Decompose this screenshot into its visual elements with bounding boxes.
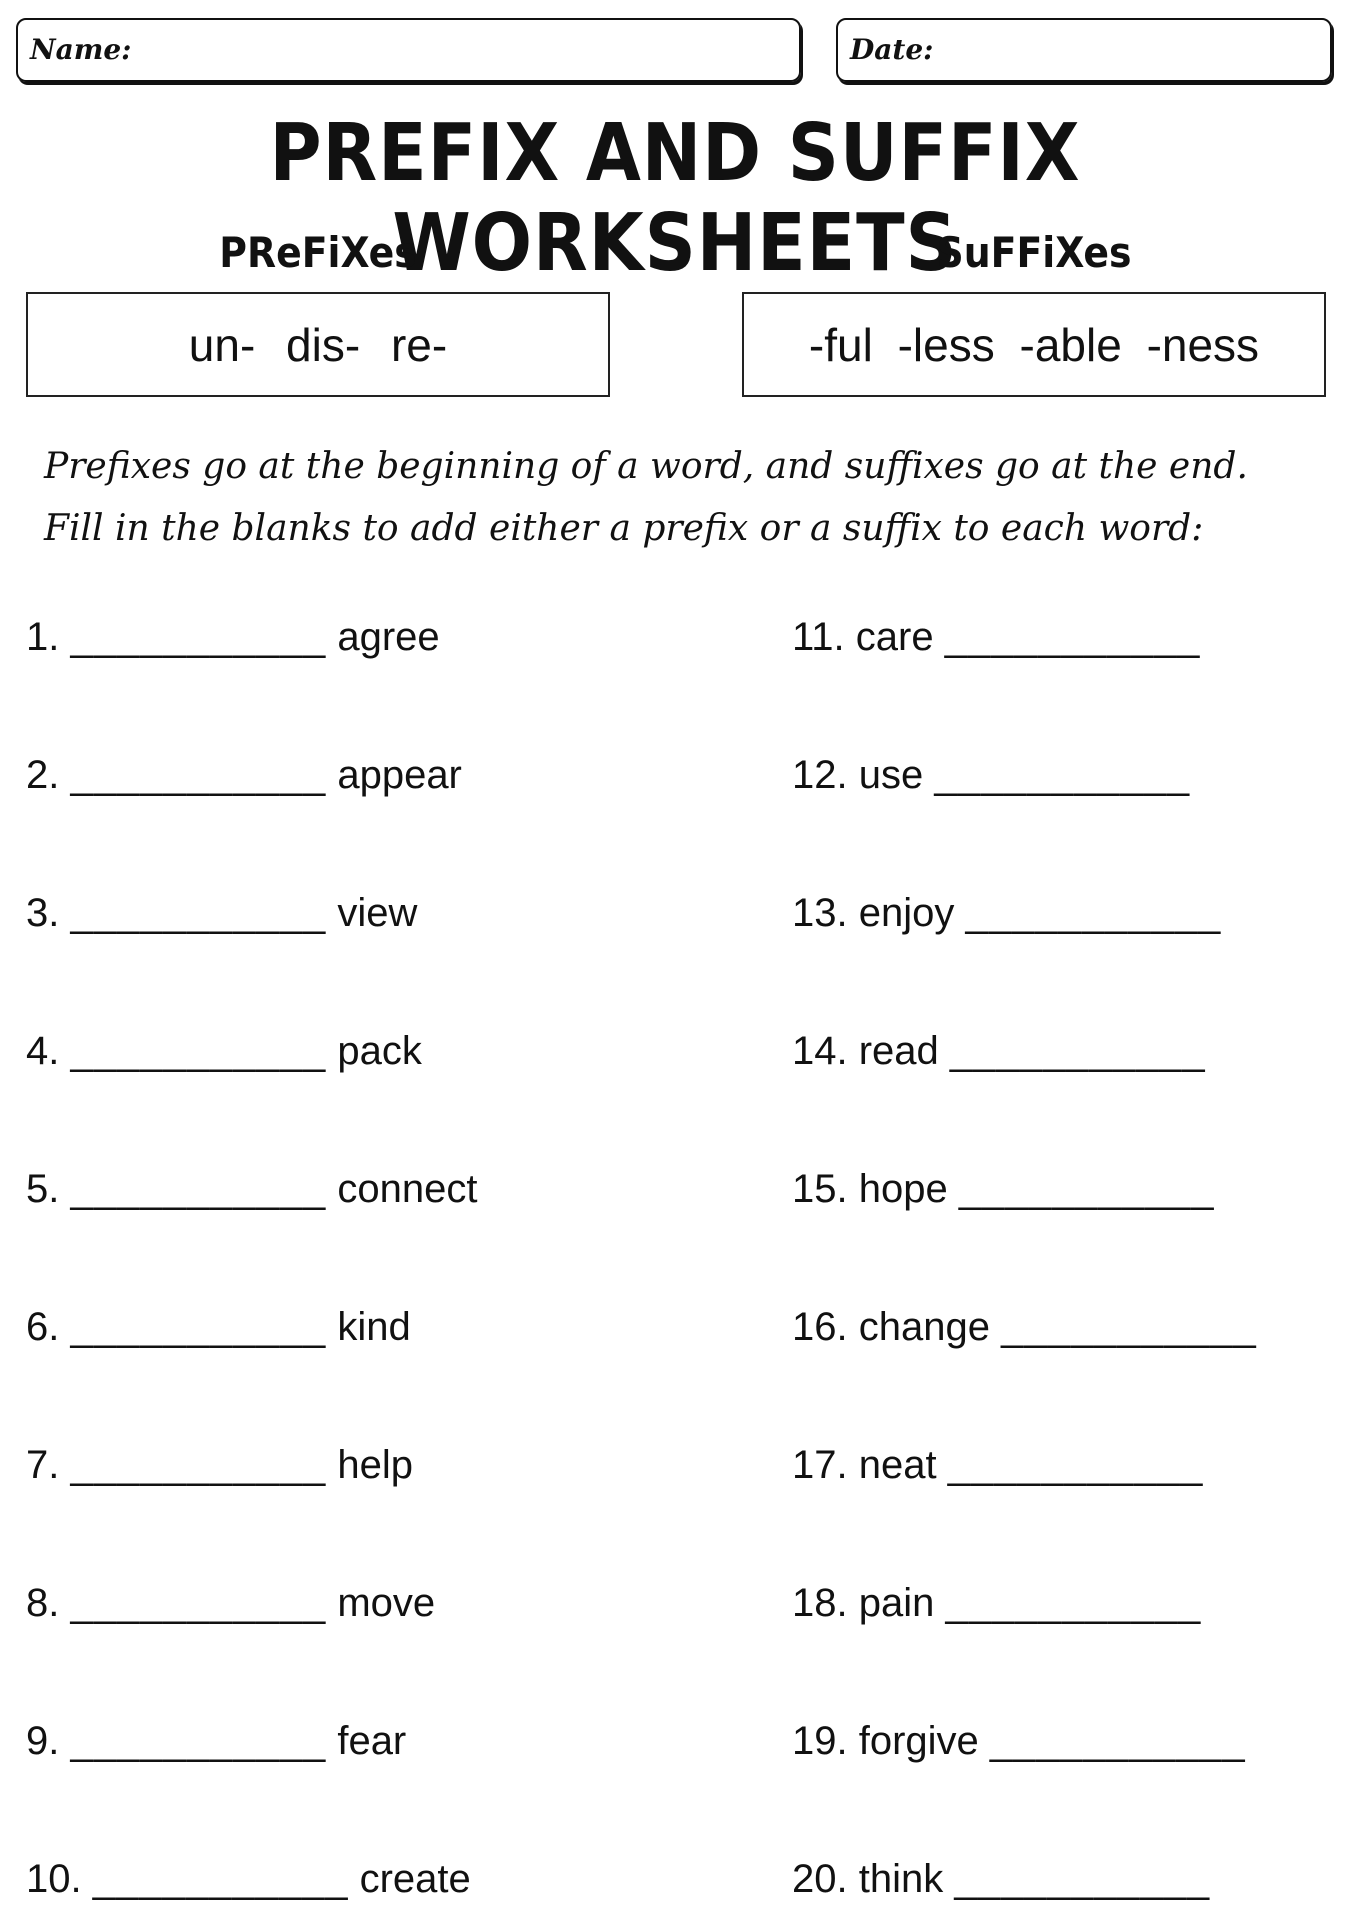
answer-blank[interactable]: ___________	[949, 1029, 1206, 1073]
exercise-word: read	[858, 1029, 939, 1073]
exercise-number: 14.	[792, 1029, 848, 1073]
exercise-number: 20.	[792, 1857, 848, 1901]
answer-blank[interactable]: ___________	[989, 1719, 1246, 1763]
exercise-number: 15.	[792, 1167, 848, 1211]
exercise-word: connect	[337, 1167, 478, 1211]
answer-blank[interactable]: ___________	[70, 615, 327, 659]
exercise-word: create	[359, 1857, 471, 1901]
exercise-item	[26, 1026, 422, 1076]
answer-blank[interactable]: ___________	[70, 1443, 327, 1487]
exercise-number: 2.	[26, 753, 60, 797]
exercise-item	[26, 1164, 477, 1214]
answer-blank[interactable]: ___________	[965, 891, 1222, 935]
prefixes-heading: PReFiXes	[219, 228, 417, 277]
exercise-number: 5.	[26, 1167, 60, 1211]
exercise-item	[792, 612, 1200, 662]
instructions-line-2: Fill in the blanks to add either a prefix or a suffix to each word:	[44, 508, 1204, 549]
exercise-word: forgive	[858, 1719, 979, 1763]
exercise-word: use	[858, 753, 924, 797]
exercise-number: 1.	[26, 615, 60, 659]
answer-blank[interactable]: ___________	[1001, 1305, 1257, 1349]
exercise-number: 19.	[792, 1719, 848, 1763]
exercise-word: fear	[337, 1719, 407, 1763]
exercise-word: change	[858, 1305, 990, 1349]
exercise-item	[792, 1440, 1203, 1490]
exercise-item	[26, 1854, 471, 1904]
exercise-item	[26, 612, 440, 662]
exercise-number: 6.	[26, 1305, 60, 1349]
exercise-item	[792, 750, 1190, 800]
exercise-number: 17.	[792, 1443, 848, 1487]
exercise-word: kind	[337, 1305, 411, 1349]
instructions	[44, 436, 1334, 560]
exercise-item	[792, 1302, 1257, 1352]
suffix-list-box: -ful -less -able -ness	[742, 292, 1326, 397]
answer-blank[interactable]: ___________	[934, 753, 1191, 797]
exercise-item	[26, 1440, 413, 1490]
exercise-word: help	[337, 1443, 413, 1487]
exercise-number: 9.	[26, 1719, 60, 1763]
exercise-word: pack	[337, 1029, 422, 1073]
exercise-number: 13.	[792, 891, 848, 935]
answer-blank[interactable]: ___________	[70, 1581, 327, 1625]
exercise-item	[26, 1716, 406, 1766]
instructions-line-1: Prefixes go at the beginning of a word, and suffixes go at the end.	[44, 446, 1248, 487]
exercise-word: care	[855, 615, 934, 659]
exercise-number: 12.	[792, 753, 848, 797]
exercise-item	[792, 1578, 1201, 1628]
answer-blank[interactable]: ___________	[70, 1305, 327, 1349]
answer-blank[interactable]: ___________	[945, 1581, 1202, 1625]
answer-blank[interactable]: ___________	[92, 1857, 349, 1901]
answer-blank[interactable]: ___________	[947, 1443, 1204, 1487]
exercise-item	[792, 888, 1221, 938]
exercise-item	[26, 888, 417, 938]
exercise-word: pain	[858, 1581, 935, 1625]
exercise-item	[792, 1854, 1210, 1904]
exercise-item	[792, 1716, 1246, 1766]
exercise-number: 8.	[26, 1581, 60, 1625]
exercise-number: 16.	[792, 1305, 848, 1349]
date-label: Date:	[850, 33, 934, 66]
exercise-item	[26, 750, 462, 800]
exercise-item	[26, 1302, 411, 1352]
exercise-word: appear	[337, 753, 462, 797]
name-label: Name:	[30, 33, 132, 66]
prefix-list-box: un- dis- re-	[26, 292, 610, 397]
name-field[interactable]	[16, 18, 801, 82]
answer-blank[interactable]: ___________	[70, 1719, 327, 1763]
exercise-word: agree	[337, 615, 440, 659]
answer-blank[interactable]: ___________	[70, 891, 327, 935]
answer-blank[interactable]: ___________	[70, 1167, 327, 1211]
answer-blank[interactable]: ___________	[954, 1857, 1211, 1901]
exercise-item	[792, 1026, 1206, 1076]
exercise-number: 10.	[26, 1857, 82, 1901]
date-field[interactable]	[836, 18, 1332, 82]
exercise-word: neat	[858, 1443, 937, 1487]
suffixes-heading: SuFFiXes	[936, 228, 1132, 277]
exercise-word: move	[337, 1581, 436, 1625]
exercise-number: 18.	[792, 1581, 848, 1625]
answer-blank[interactable]: ___________	[70, 1029, 327, 1073]
exercise-number: 4.	[26, 1029, 60, 1073]
page-title: PREFIX AND SUFFIX WORKSHEETS	[269, 107, 1081, 289]
answer-blank[interactable]: ___________	[958, 1167, 1215, 1211]
exercise-word: enjoy	[858, 891, 955, 935]
exercise-word: view	[337, 891, 418, 935]
exercise-item	[26, 1578, 435, 1628]
exercise-number: 3.	[26, 891, 60, 935]
exercise-number: 7.	[26, 1443, 60, 1487]
answer-blank[interactable]: ___________	[70, 753, 327, 797]
exercise-word: hope	[858, 1167, 948, 1211]
exercise-word: think	[858, 1857, 944, 1901]
exercise-number: 11.	[792, 615, 845, 659]
answer-blank[interactable]: ___________	[944, 615, 1201, 659]
exercise-item	[792, 1164, 1215, 1214]
